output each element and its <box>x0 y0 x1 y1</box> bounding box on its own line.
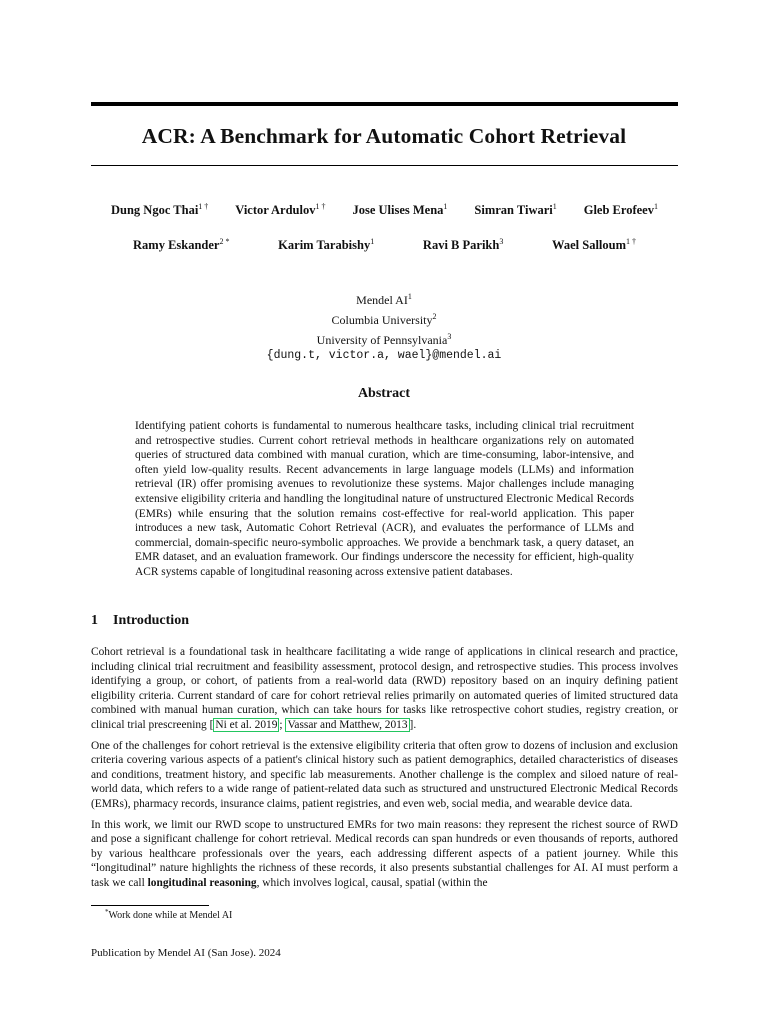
paragraph: One of the challenges for cohort retrieval is the extensive eligibility criteria that often grow to dozens of inclusion and exclusion criteria covering various aspects of a patient's clinical history such as patient demographics, detailed characteristics of diseases and conditions, treatment history, and specific lab measurements. Another challenge is the complex and siloed nature of real-world data, which refers to a wide range of patient-related data such as structured and unstructured Electronic Medical Records (EMRs), pharmacy records, insurance claims, patient registries, and even web, social media, and wearable device data. <box>91 739 678 810</box>
publication-note: Publication by Mendel AI (San Jose). 2024 <box>91 947 281 959</box>
affiliation: Columbia University$^2$ <box>331 311 437 327</box>
abstract-paragraph: Identifying patient cohorts is fundamental to numerous healthcare tasks, including clinical trial recruitment and retrospective studies. Current cohort retrieval methods in healthcare organizations rely on automated queries of structured data combined with manual curation, which are time-consuming, labor-intensive, and often yield low-quality results. Recent advancements in large language models (LLMs) and information retrieval (IR) offer promising avenues to revolutionize these systems. Major challenges include managing extensive eligibility criteria and handling the longitudinal nature of unstructured Electronic Medical Records (EMRs) while ensuring that the solution remains cost-effective for real-world application. This paper introduces a new task, Automatic Cohort Retrieval (ACR), and evaluates the performance of LLMs and commercial, domain-specific neuro-symbolic approaches. We provide a benchmark task, a query dataset, an EMR dataset, and an evaluation framework. Our findings underscore the necessity for efficient, high-quality ACR systems capable of longitudinal reasoning across extensive patient databases. <box>135 420 634 578</box>
title-bottom-rule <box>91 165 678 166</box>
affiliations <box>0 289 768 364</box>
author: Victor Ardulov$^{1 \dagger}$ <box>235 202 326 217</box>
author-row-2 <box>91 237 678 253</box>
author: Simran Tiwari$^1$ <box>474 202 557 217</box>
author: Dung Ngoc Thai$^{1 \dagger}$ <box>111 202 209 217</box>
author: Jose Ulises Mena$^1$ <box>352 202 448 217</box>
title-top-rule <box>91 102 678 106</box>
author: Ramy Eskander$^{2 *}$ <box>133 237 230 252</box>
affiliation: Mendel $AI^1$ <box>356 292 412 307</box>
footnote: *Work done while at Mendel AI <box>105 908 233 921</box>
abstract-heading: Abstract <box>357 386 411 401</box>
author: Gleb Erofeev$^1$ <box>583 202 658 217</box>
author: Wael Salloum$^{1 \dagger}$ <box>552 237 636 252</box>
footnote-rule <box>91 905 209 906</box>
author: Karim Tarabishy$^1$ <box>278 237 375 252</box>
citation-link[interactable]: Ni et al. 2019 <box>215 718 278 731</box>
section-title: Introduction <box>113 613 189 628</box>
paragraph: Cohort retrieval is a foundational task in healthcare facilitating a wide range of applications in clinical research and practice, including clinical trial recruitment and feasibility assessment, protocol design, and retrospective studies. This process involves identifying a group, or cohort, of patients from a real-world data (RWD) repository based on an inquiry defining patient eligibility criteria. Current standard of care for cohort retrieval relies primarily on automated queries of limited structured data combined with manual human curation, which can take hours for tasks like retrospective cohort studies, registry creation, or clinical trial prescreening [ Ni et al. 2019 ; Vassar and Matthew, 2013 ]. <box>91 646 678 731</box>
citation-link[interactable]: Vassar and Matthew, 2013 <box>287 718 408 731</box>
author-row-1 <box>91 202 678 218</box>
emphasis-term: longitudinal reasoning <box>147 876 257 889</box>
abstract-text <box>135 419 634 580</box>
affiliation: University of Pennsylvania$^3$ <box>316 331 452 347</box>
introduction-body <box>91 645 678 897</box>
section-heading <box>91 613 189 629</box>
paper-title: ACR: A Benchmark for Automatic Cohort Retrieval <box>141 124 627 148</box>
paragraph: In this work, we limit our RWD scope to unstructured EMRs for two main reasons: they represent the richest source of RWD and pose a significant challenge for cohort retrieval. Medical records can span hundreds or even thousands of reports, authored by various healthcare professionals over the years, each addressing different aspects of a patient journey. While this “longitudinal” nature highlights the richness of these records, it also presents substantial challenges for AI. AI must perform a task we call longitudinal reasoning, which involves logical, causal, spatial (within the <box>91 818 678 889</box>
section-number: 1 <box>91 613 98 628</box>
contact-email: {dung.t, victor.a, wael}@mendel.ai <box>266 349 502 363</box>
author: Ravi B Parikh$^3$ <box>422 237 504 252</box>
